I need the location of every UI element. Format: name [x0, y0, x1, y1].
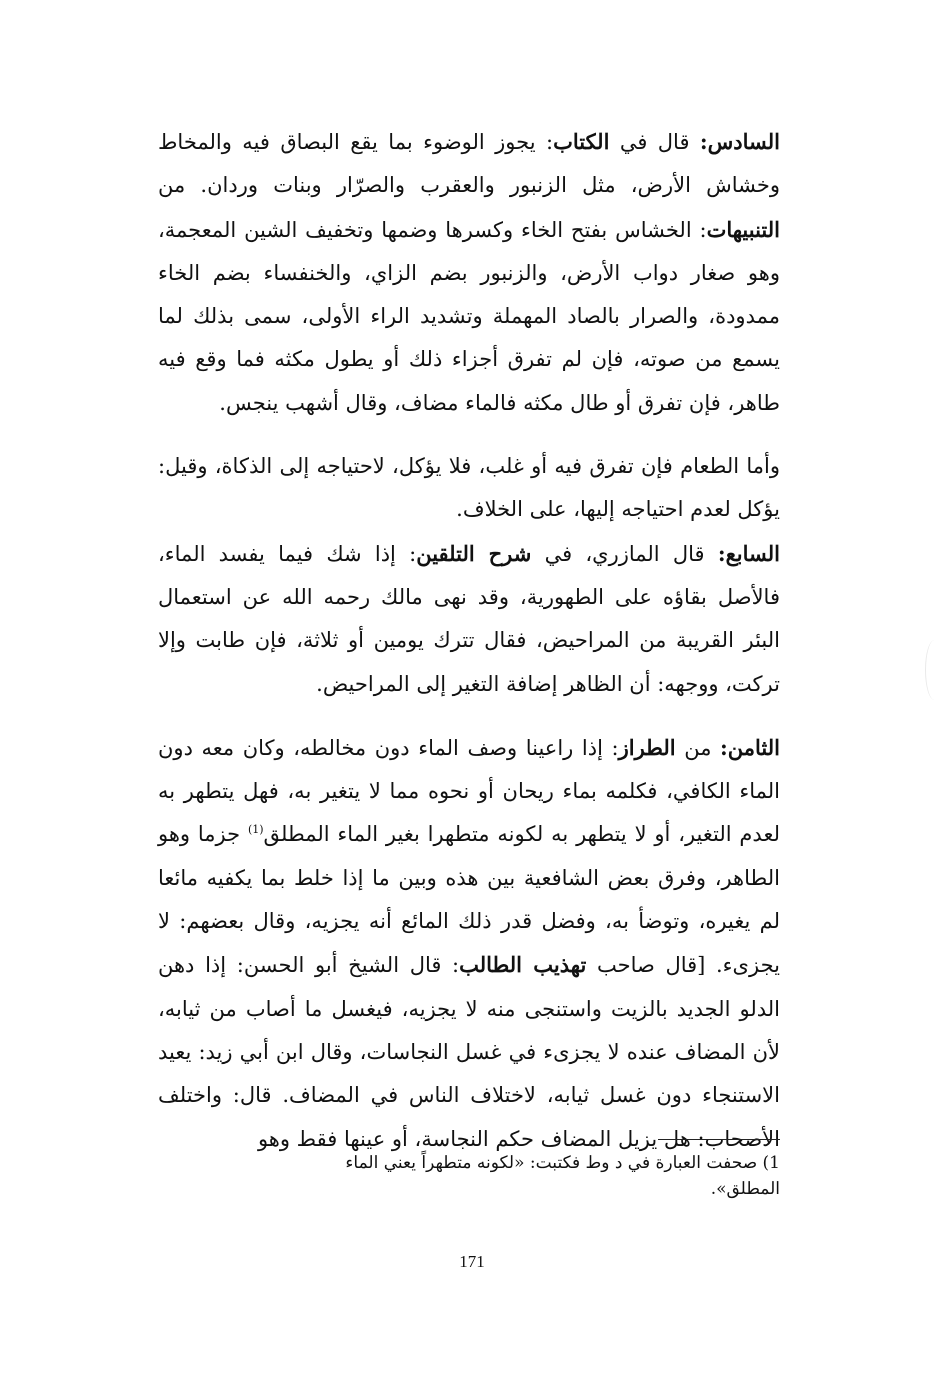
footnote-reference: (1)	[247, 823, 264, 837]
text-segment: : يجوز الوضوء بما يقع البصاق فيه والمخاط وخشاش الأرض، مثل الزنبور والعقرب والصرّار وبنات وردان. من	[158, 130, 780, 198]
text-segment: من	[675, 735, 721, 760]
scan-edge-mark	[925, 640, 944, 700]
paragraph	[158, 726, 780, 1161]
text-segment: : إذا شك فيما يفسد الماء، فالأصل بقاؤه على الطهورية، وقد نهى مالك رحمه الله عن استعمال البئر القريبة من المراحيض، فقال تترك يومين أو ثلاثة، فإن طابت وإلا تركت، ووجهه: أن الظاهر إضافة التغير إلى المراحيض.	[158, 541, 780, 696]
paragraph	[158, 445, 780, 532]
text-segment: قال المازري، في	[531, 541, 718, 566]
text-segment: : قال الشيخ أبو الحسن: إذا دهن الدلو الجديد بالزيت واستنجى منه لا يجزيه، فيغسل ما أصاب من ثيابه، لأن المضاف عنده لا يجزىء في غسل النجاسات، وقال ابن أبي زيد: يعيد الاستنجاء دون غسل ثيابه، لاختلاف الناس في المضاف. قال: واختلف الأصحاب: هل يزيل المضاف حكم النجاسة، أو عينها فقط وهو	[158, 953, 780, 1151]
footnote-separator	[658, 1139, 780, 1140]
text-segment: : الخشاس بفتح الخاء وكسرها وضمها وتخفيف الشين المعجمة، وهو صغار دواب الأرض، والزنبور بضم الزاي، والخنفساء بضم الخاء ممدودة، والصرار بالصاد المهملة وتشديد الراء الأولى، سمى بذلك لما يسمع من صوته، فإن لم تفرق أجزاء ذلك أو يطول مكثه فما وقع فيه طاهر، فإن تفرق أو طال مكثه فالماء مضاف، وقال أشهب ينجس.	[158, 217, 780, 415]
footnote: 1) صحفت العبارة في د وط فكتبت: «لكونه متطهراً يعني الماء المطلق».	[345, 1153, 780, 1199]
page-number: 171	[459, 1252, 485, 1271]
text-segment: : إذا راعينا وصف الماء دون مخالطه، وكان معه دون الماء الكافي، فكلمه بماء ريحان أو نحوه مما لا يتغير به، فهل يتطهر به لعدم التغير، أو لا يتطهر به لكونه متطهرا بغير الماء المطلق	[158, 735, 780, 847]
cited-work-title: الطراز	[618, 734, 676, 760]
section-heading: الثامن:	[720, 734, 780, 760]
paragraph	[158, 120, 780, 425]
text-segment: جزما وهو الطاهر، وفرق بعض الشافعية بين هذه وبين ما إذا خلط بما يكفيه مائعا لم يغيره، وتوضأ به، وفضل قدر ذلك المائع أنه يجزيه، وقال بعضهم: لا يجزىء. [قال صاحب	[158, 822, 780, 978]
text-segment: قال في	[609, 130, 700, 154]
cited-work-title: الكتاب	[553, 129, 610, 154]
section-heading: السادس:	[699, 129, 781, 154]
cited-work-title: شرح التلقين	[416, 540, 532, 566]
body-text	[158, 120, 780, 1161]
paragraph	[158, 532, 780, 706]
section-heading: السابع:	[717, 540, 780, 566]
cited-work-title: التنبيهات	[706, 216, 780, 242]
cited-work-title: تهذيب الطالب	[459, 952, 587, 978]
text-segment: وأما الطعام فإن تفرق فيه أو غلب، فلا يؤكل، لاحتياجه إلى الذكاة، وقيل: يؤكل لعدم احتياجه إليها، على الخلاف.	[158, 454, 780, 522]
